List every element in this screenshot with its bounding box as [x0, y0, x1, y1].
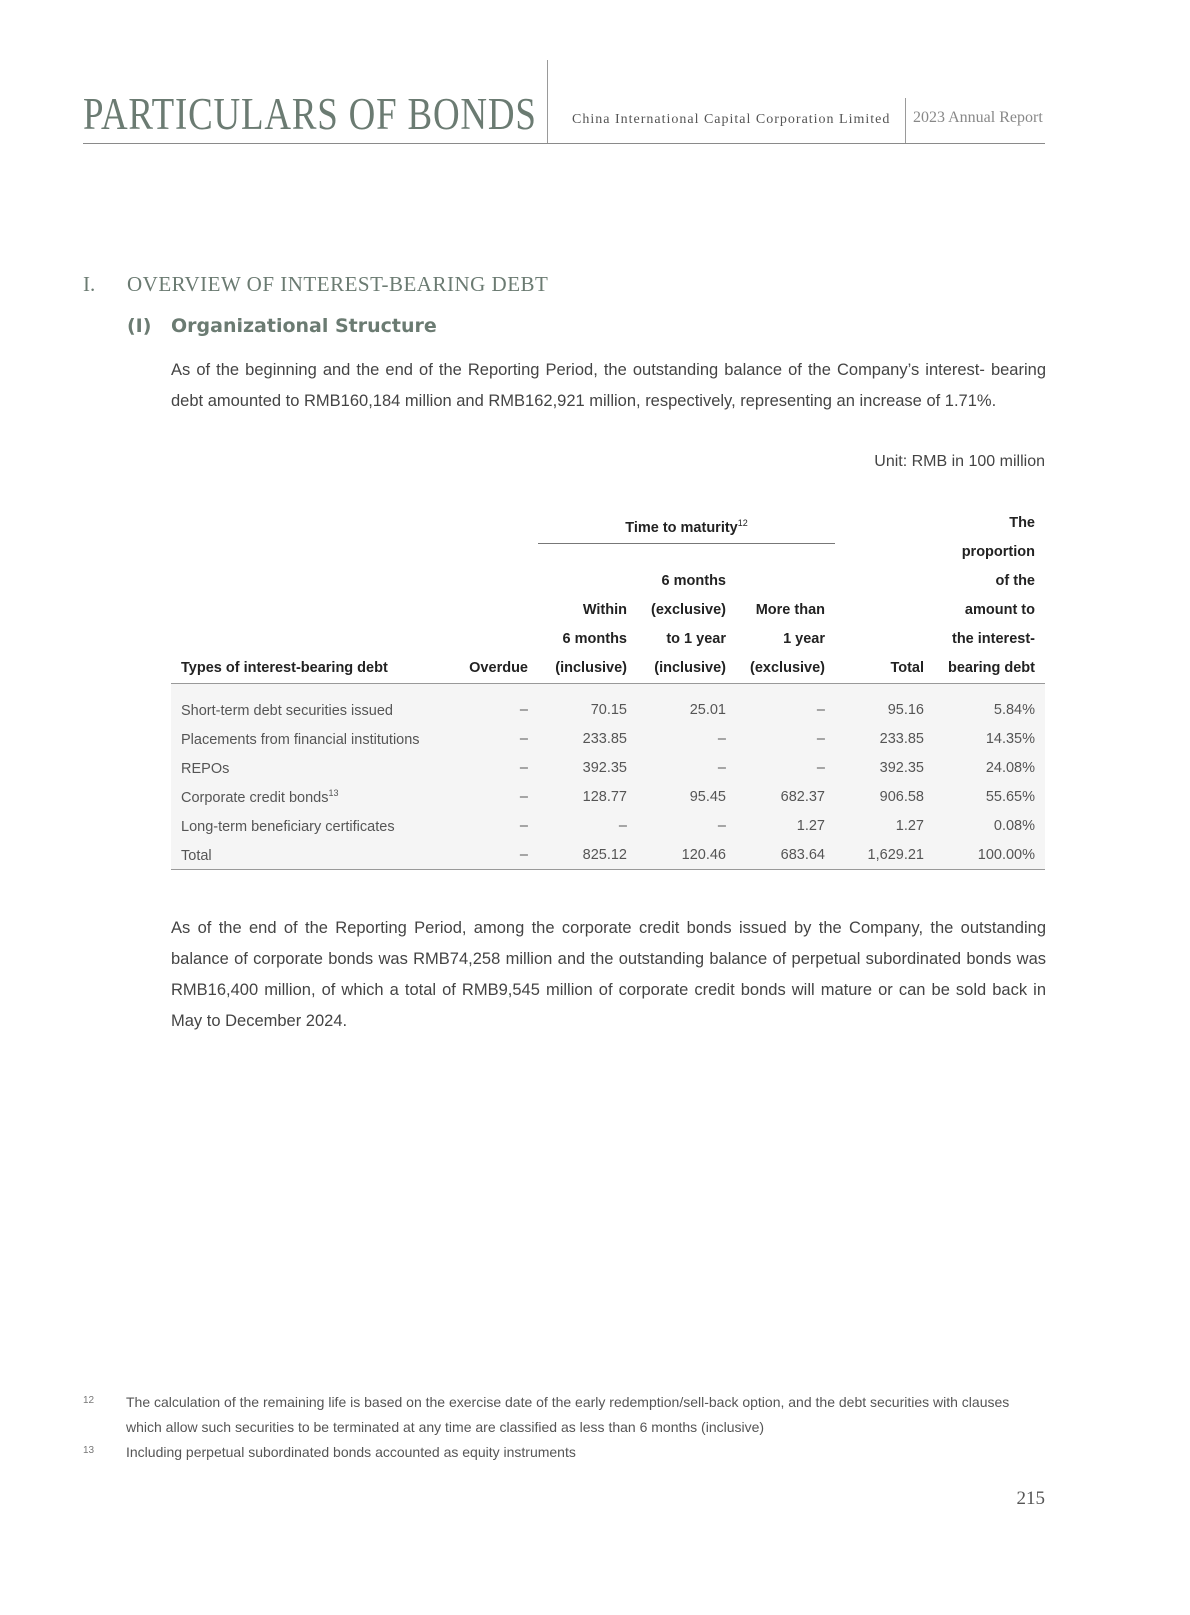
cell-overdue: –	[440, 841, 538, 870]
cell-prop: 0.08%	[934, 812, 1045, 841]
col-header-proportion	[944, 509, 1035, 683]
cell-six: –	[637, 725, 736, 754]
col-header-more-cell	[736, 543, 835, 683]
table-row	[171, 783, 1045, 812]
header-line: 1 year	[783, 631, 825, 647]
cell-more: –	[736, 684, 835, 725]
type-label: Corporate credit bonds	[181, 789, 329, 806]
cell-type	[171, 684, 440, 725]
cell-six: 95.45	[637, 783, 736, 812]
cell-within: 825.12	[538, 841, 637, 870]
cell-type	[171, 783, 440, 812]
cell-more: 1.27	[736, 812, 835, 841]
section-title: OVERVIEW OF INTEREST-BEARING DEBT	[127, 272, 549, 296]
header-divider	[547, 60, 548, 143]
cell-prop: 100.00%	[934, 841, 1045, 870]
footnote-ref: 12	[737, 518, 748, 528]
cell-total: 1.27	[835, 812, 934, 841]
header-row	[171, 509, 1045, 543]
col-header-overdue: Overdue	[440, 543, 538, 683]
cell-total: 233.85	[835, 725, 934, 754]
cell-type	[171, 725, 440, 754]
cell-overdue: –	[440, 725, 538, 754]
col-header-more-than-1-year	[746, 596, 825, 683]
cell-prop: 24.08%	[934, 754, 1045, 783]
cell-overdue: –	[440, 684, 538, 725]
header-line: proportion	[961, 544, 1035, 560]
page-number: 215	[1016, 1488, 1045, 1509]
subsection-number: (I)	[127, 315, 152, 337]
cell-six: 120.46	[637, 841, 736, 870]
header-line: amount to	[964, 602, 1035, 618]
cell-six: –	[637, 754, 736, 783]
type-label: Placements from financial institutions	[181, 731, 420, 748]
header-line: More than	[755, 602, 825, 618]
cell-more: 683.64	[736, 841, 835, 870]
cell-within: 70.15	[538, 684, 637, 725]
header-line: 6 months	[661, 573, 726, 589]
cell-prop: 5.84%	[934, 684, 1045, 725]
header-line: of the	[995, 573, 1035, 589]
company-name: China International Capital Corporation Limited	[572, 112, 891, 127]
type-label: Total	[181, 847, 212, 864]
cell-total: 95.16	[835, 684, 934, 725]
cell-more: 682.37	[736, 783, 835, 812]
type-label: Long-term beneficiary certificates	[181, 818, 395, 835]
cell-within: 128.77	[538, 783, 637, 812]
col-header-six-months-to-1-year	[647, 567, 726, 683]
cell-prop: 55.65%	[934, 783, 1045, 812]
cell-within: –	[538, 812, 637, 841]
header-rule	[83, 143, 1045, 144]
cell-total: 392.35	[835, 754, 934, 783]
cell-overdue: –	[440, 783, 538, 812]
table-row	[171, 684, 1045, 725]
header-line: to 1 year	[666, 631, 726, 647]
col-header-total: Total	[835, 543, 934, 683]
cell-six: 25.01	[637, 684, 736, 725]
type-label: Short-term debt securities issued	[181, 703, 393, 720]
cell-type	[171, 841, 440, 870]
header-line: (exclusive)	[750, 660, 825, 676]
group-label: Time to maturity	[625, 519, 738, 536]
footnote-number: 12	[83, 1395, 95, 1406]
col-header-type: Types of interest-bearing debt	[171, 543, 440, 683]
cell-type	[171, 754, 440, 783]
col-header-within	[548, 596, 627, 683]
table-row	[171, 754, 1045, 783]
col-group-time-to-maturity	[538, 509, 835, 543]
footnote-number: 13	[83, 1445, 95, 1456]
section-number: I.	[83, 272, 96, 296]
header-line: (inclusive)	[555, 660, 627, 676]
col-header-proportion-cell	[934, 509, 1045, 684]
cell-within: 392.35	[538, 754, 637, 783]
page-title: PARTICULARS OF BONDS	[83, 89, 537, 139]
subsection-title: Organizational Structure	[171, 315, 437, 337]
cell-more: –	[736, 725, 835, 754]
header-row	[171, 543, 1045, 683]
col-header-within-cell	[538, 543, 637, 683]
table-row	[171, 812, 1045, 841]
cell-prop: 14.35%	[934, 725, 1045, 754]
header-line: Within	[582, 602, 627, 618]
cell-six: –	[637, 812, 736, 841]
footnote-ref: 13	[328, 788, 339, 799]
type-label: REPOs	[181, 760, 230, 777]
cell-type	[171, 812, 440, 841]
header-line: The	[1009, 515, 1035, 531]
table-row	[171, 841, 1045, 870]
col-header-six-cell	[637, 543, 736, 683]
paragraph: As of the beginning and the end of the Reporting Period, the outstanding balance of the Company’s interest- bearing debt amounted to RMB160,184 million and RMB162,921 million, respectively, representing an increase of 1.71%.	[171, 361, 1046, 410]
cell-more: –	[736, 754, 835, 783]
paragraph: As of the end of the Reporting Period, among the corporate credit bonds issued by the Company, the outstanding balance of corporate bonds was RMB74,258 million and the outstanding balance of perpetual subordinated bonds was RMB16,400 million, of which a total of RMB9,545 million of corporate credit bonds will mature or can be sold back in May to December 2024.	[171, 919, 1046, 1030]
footnote-text: The calculation of the remaining life is based on the exercise date of the early redemption/sell-back option, and the debt securities with clauses which allow such securities to be terminated at any time are classified as less than 6 months (inclusive)	[126, 1394, 1010, 1435]
cell-within: 233.85	[538, 725, 637, 754]
debt-table	[171, 509, 1045, 870]
cell-overdue: –	[440, 812, 538, 841]
cell-overdue: –	[440, 754, 538, 783]
header-line: bearing debt	[947, 660, 1035, 676]
header-divider	[905, 98, 906, 143]
header-line: (exclusive)	[651, 602, 726, 618]
header-line: 6 months	[562, 631, 627, 647]
header-line: (inclusive)	[654, 660, 726, 676]
cell-total: 906.58	[835, 783, 934, 812]
report-name: 2023 Annual Report	[913, 109, 1043, 126]
header-line: the interest-	[952, 631, 1035, 647]
table-row	[171, 725, 1045, 754]
unit-label: Unit: RMB in 100 million	[874, 453, 1045, 470]
footnote-text: Including perpetual subordinated bonds accounted as equity instruments	[126, 1444, 576, 1460]
cell-total: 1,629.21	[835, 841, 934, 870]
